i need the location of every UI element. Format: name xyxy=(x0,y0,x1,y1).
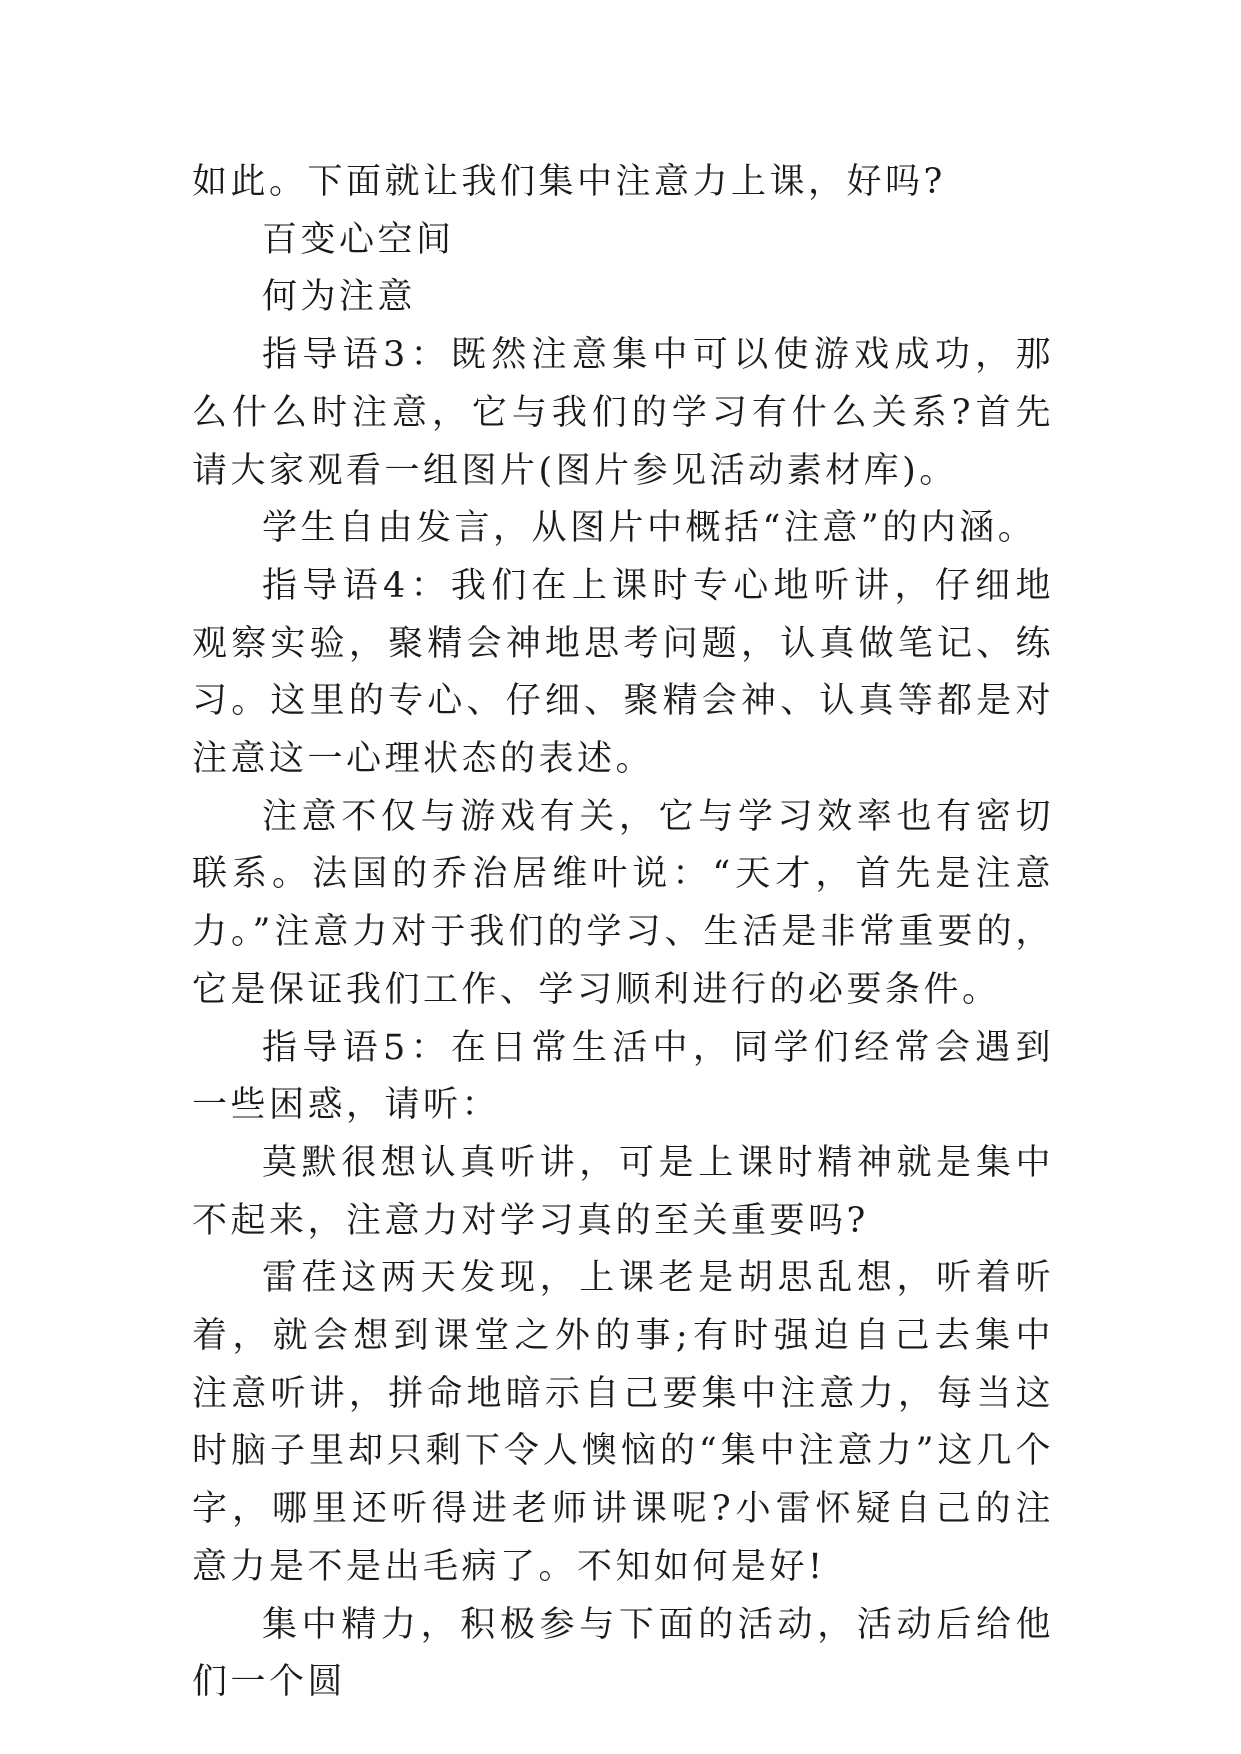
body-text xyxy=(192,154,1054,1712)
paragraph-case-momo: 莫默很想认真听讲，可是上课时精神就是集中不起来，注意力对学习真的至关重要吗? xyxy=(192,1142,1054,1241)
paragraph-guide-4: 指导语4：我们在上课时专心地听讲，仔细地观察实验，聚精会神地思考问题，认真做笔记、练习。这里的专心、仔细、聚精会神、认真等都是对注意这一心理状态的表述。 xyxy=(192,565,1054,780)
paragraph-guide-3: 指导语3：既然注意集中可以使游戏成功，那么什么时注意，它与我们的学习有什么关系?首先请大家观看一组图片(图片参见活动素材库)。 xyxy=(192,335,1054,491)
paragraph-continuation: 如此。下面就让我们集中注意力上课，好吗? xyxy=(192,162,946,202)
paragraph-activity: 集中精力，积极参与下面的活动，活动后给他们一个圆 xyxy=(192,1604,1054,1703)
paragraph-student-speak: 学生自由发言，从图片中概括“注意”的内涵。 xyxy=(262,508,1037,549)
paragraph-attention-importance: 注意不仅与游戏有关，它与学习效率也有密切联系。法国的乔治居维叶说：“天才，首先是注意力。”注意力对于我们的学习、生活是非常重要的，它是保证我们工作、学习顺利进行的必要条件。 xyxy=(192,796,1054,1010)
section-heading: 百变心空间 xyxy=(262,219,455,260)
paragraph-case-leiren: 雷荏这两天发现，上课老是胡思乱想，听着听着，就会想到课堂之外的事;有时强迫自己去集中注意听讲，拼命地暗示自己要集中注意力，每当这时脑子里却只剩下令人懊恼的“集中注意力”这几个字，哪里还听得进老师讲课呢?小雷怀疑自己的注意力是不是出毛病了。不知如何是好! xyxy=(192,1258,1054,1587)
paragraph-guide-5: 指导语5：在日常生活中，同学们经常会遇到一些困惑，请听： xyxy=(192,1027,1054,1126)
subsection-heading: 何为注意 xyxy=(262,277,417,318)
